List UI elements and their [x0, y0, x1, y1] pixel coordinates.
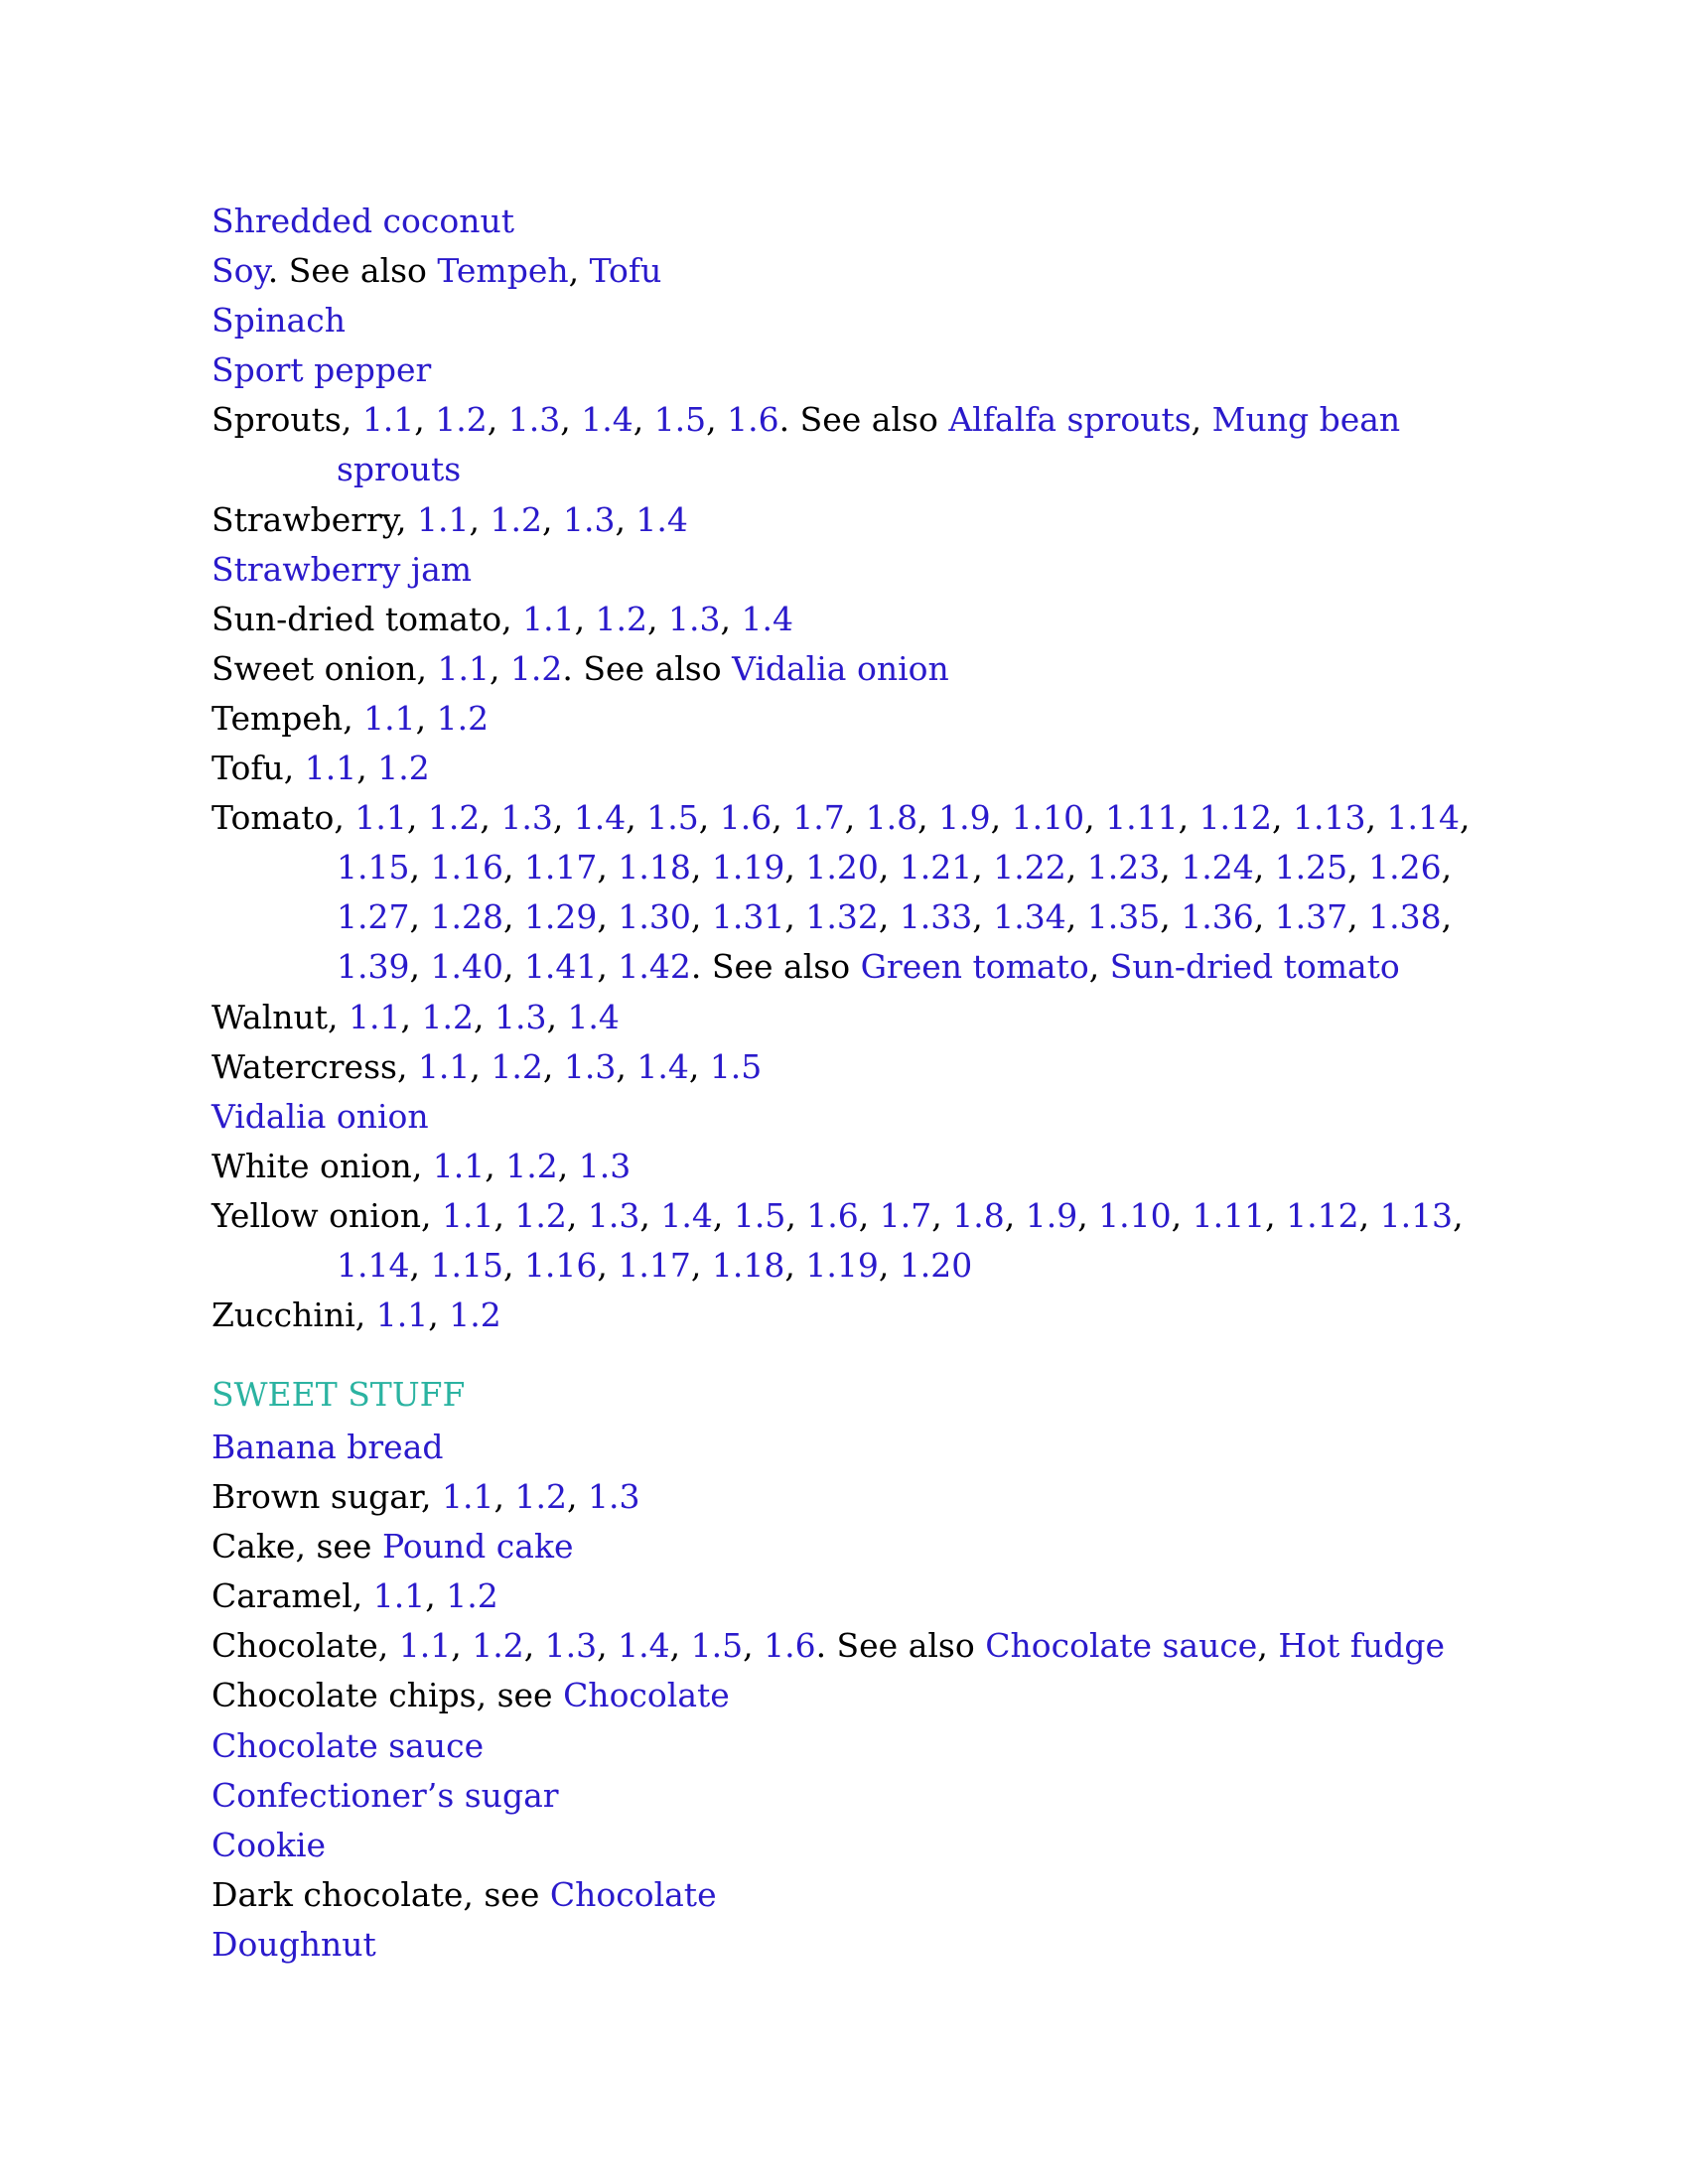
page-ref-link[interactable]: 1.33	[899, 897, 973, 937]
page-ref-link[interactable]: 1.6	[719, 798, 773, 838]
index-entry-white-onion: White onion, 1.1, 1.2, 1.3	[211, 1146, 632, 1185]
page-ref-link[interactable]: 1.32	[805, 897, 879, 937]
page-ref-link[interactable]: 1.1	[398, 1626, 452, 1666]
see-also-link[interactable]: Hot fudge	[1278, 1626, 1445, 1666]
page-ref-link[interactable]: 1.27	[337, 897, 410, 937]
page-ref-link[interactable]: 1.36	[1181, 897, 1254, 937]
page-ref-link[interactable]: 1.12	[1198, 798, 1273, 838]
page-ref-link[interactable]: 1.2	[595, 599, 648, 638]
index-entry-watercress: Watercress, 1.1, 1.2, 1.3, 1.4, 1.5	[211, 1046, 763, 1086]
index-entry-strawberry: Strawberry, 1.1, 1.2, 1.3, 1.4	[211, 499, 688, 539]
page-ref-link[interactable]: 1.39	[337, 947, 410, 987]
page-ref-link[interactable]: 1.3	[562, 499, 616, 539]
see-also-link[interactable]: Chocolate sauce	[985, 1626, 1258, 1666]
page-ref-link[interactable]: 1.17	[523, 848, 598, 887]
see-label: see	[496, 1676, 553, 1715]
page-ref-link[interactable]: 1.17	[618, 1245, 691, 1285]
page-ref-link[interactable]: 1.1	[375, 1296, 429, 1335]
index-entry-vidalia-onion	[211, 1092, 1492, 1142]
index-term: Sweet onion	[211, 648, 417, 688]
page-ref-link[interactable]: 1.1	[441, 1195, 494, 1235]
index-entry-sport-pepper	[211, 345, 1492, 395]
see-also-link[interactable]: Sun-dried tomato	[1109, 947, 1400, 987]
see-label: see	[316, 1527, 372, 1567]
see-also-link[interactable]: Alfalfa sprouts	[948, 400, 1192, 440]
index-term: Tofu	[211, 749, 284, 788]
page-ref-link[interactable]: 1.21	[899, 848, 973, 887]
page-ref-link[interactable]: 1.4	[741, 599, 793, 638]
index-entry-sprouts: Sprouts, 1.1, 1.2, 1.3, 1.4, 1.5, 1.6. See also Alfalfa sprouts, Mung bean sprouts	[211, 400, 1401, 489]
page-ref-link[interactable]: 1.5	[690, 1626, 744, 1666]
page-ref-link[interactable]: 1.15	[337, 848, 410, 887]
index-list-vegetables	[211, 197, 1492, 1340]
index-entry-tempeh: Tempeh, 1.1, 1.2	[211, 698, 490, 738]
page-ref-link[interactable]: 1.2	[505, 1146, 558, 1185]
page-ref-link[interactable]: 1.4	[636, 1046, 689, 1086]
page-ref-link[interactable]: 1.13	[1293, 798, 1366, 838]
see-link[interactable]: Chocolate	[563, 1676, 730, 1715]
see-label: see	[484, 1874, 540, 1914]
page-ref-link[interactable]: 1.13	[1379, 1195, 1454, 1235]
page-ref-link[interactable]: 1.30	[618, 897, 691, 937]
index-term-link[interactable]: Shredded coconut	[211, 202, 515, 240]
index-entry-dark-chocolate: Dark chocolate, see Chocolate	[211, 1874, 717, 1914]
index-entry-sweet-onion: Sweet onion, 1.1, 1.2. See also Vidalia onion	[211, 648, 949, 688]
index-entry-cake: Cake, see Pound cake	[211, 1527, 574, 1567]
page-ref-link[interactable]: 1.3	[563, 1046, 617, 1086]
page-ref-link[interactable]: 1.24	[1181, 848, 1254, 887]
page-ref-link[interactable]: 1.15	[430, 1245, 503, 1285]
index-term: Cake	[211, 1527, 296, 1567]
index-term: Yellow onion	[211, 1195, 421, 1235]
index-entry-banana-bread	[211, 1423, 1492, 1472]
see-also-label: See also	[583, 648, 722, 688]
index-term-link[interactable]: Vidalia onion	[211, 1096, 429, 1136]
page-ref-link[interactable]: 1.9	[938, 798, 991, 838]
page-ref-link[interactable]: 1.23	[1086, 848, 1161, 887]
page-ref-link[interactable]: 1.3	[578, 1146, 632, 1185]
page-ref-link[interactable]: 1.5	[709, 1046, 763, 1086]
page-ref-link[interactable]: 1.2	[449, 1296, 501, 1335]
page-ref-link[interactable]: 1.16	[430, 848, 503, 887]
page-ref-link[interactable]: 1.40	[430, 947, 503, 987]
index-term: Walnut	[211, 997, 329, 1036]
page-ref-link[interactable]: 1.34	[993, 897, 1066, 937]
page-ref-link[interactable]: 1.8	[865, 798, 918, 838]
page-ref-link[interactable]: 1.3	[587, 1195, 640, 1235]
page-ref-link[interactable]: 1.37	[1274, 897, 1348, 937]
index-entry-yellow-onion: Yellow onion, 1.1, 1.2, 1.3, 1.4, 1.5, 1.6, 1.7, 1.8, 1.9, 1.10, 1.11, 1.12, 1.13, 1.14, 1.15, 1.16, 1.17, 1.18, 1.19, 1.20	[211, 1195, 1464, 1285]
page-ref-link[interactable]: 1.3	[507, 400, 561, 440]
index-entry-brown-sugar: Brown sugar, 1.1, 1.2, 1.3	[211, 1477, 640, 1517]
index-term: Sun-dried tomato	[211, 599, 502, 638]
page-ref-link[interactable]: 1.19	[805, 1245, 879, 1285]
index-term: Dark chocolate	[211, 1874, 464, 1914]
index-entry-chocolate-chips: Chocolate chips, see Chocolate	[211, 1676, 730, 1715]
index-term: Strawberry	[211, 499, 397, 539]
page-ref-link[interactable]: 1.18	[618, 848, 691, 887]
index-entry-spinach	[211, 296, 1492, 345]
page-ref-link[interactable]: 1.20	[805, 848, 879, 887]
page-ref-link[interactable]: 1.11	[1105, 798, 1179, 838]
index-entry-strawberry-jam	[211, 545, 1492, 595]
page-ref-link[interactable]: 1.1	[437, 648, 490, 688]
index-term: Tomato	[211, 798, 335, 838]
page-ref-link[interactable]: 1.2	[509, 648, 563, 688]
index-term-link[interactable]: Doughnut	[211, 1924, 376, 1964]
page-ref-link[interactable]: 1.31	[711, 897, 785, 937]
index-term: Brown sugar	[211, 1477, 422, 1517]
page-ref-link[interactable]: 1.1	[349, 997, 401, 1036]
index-entry-walnut: Walnut, 1.1, 1.2, 1.3, 1.4	[211, 997, 620, 1036]
page-ref-link[interactable]: 1.41	[523, 947, 598, 987]
see-also-label: See also	[836, 1626, 975, 1666]
page-ref-link[interactable]: 1.10	[1098, 1195, 1172, 1235]
index-term: White onion	[211, 1146, 412, 1185]
index-entry-soy: Soy. See also Tempeh, Tofu	[211, 251, 662, 291]
page-ref-link[interactable]: 1.6	[806, 1195, 859, 1235]
index-term-link[interactable]: Banana bread	[211, 1428, 444, 1466]
page-ref-link[interactable]: 1.6	[764, 1626, 816, 1666]
index-term-link[interactable]: Soy	[211, 251, 268, 291]
index-term: Chocolate chips	[211, 1676, 477, 1715]
page-ref-link[interactable]: 1.2	[435, 400, 488, 440]
page-ref-link[interactable]: 1.9	[1025, 1195, 1078, 1235]
page-ref-link[interactable]: 1.14	[1386, 798, 1460, 838]
index-term-link[interactable]: Spinach	[211, 301, 346, 341]
index-term: Tempeh	[211, 698, 344, 738]
page-ref-link[interactable]: 1.12	[1286, 1195, 1359, 1235]
page-ref-link[interactable]: 1.2	[472, 1626, 524, 1666]
page-ref-link[interactable]: 1.2	[427, 798, 481, 838]
page-ref-link[interactable]: 1.2	[491, 1046, 543, 1086]
index-term: Sprouts	[211, 400, 342, 440]
index-entry-chocolate-sauce	[211, 1721, 1492, 1771]
page-ref-link[interactable]: 1.4	[567, 997, 620, 1036]
page-ref-link[interactable]: 1.4	[618, 1626, 670, 1666]
index-term-link[interactable]: Cookie	[211, 1825, 327, 1864]
index-entry-tofu: Tofu, 1.1, 1.2	[211, 749, 430, 788]
page-ref-link[interactable]: 1.11	[1192, 1195, 1266, 1235]
index-term: Watercress	[211, 1046, 397, 1086]
page-ref-link[interactable]: 1.3	[587, 1477, 640, 1517]
page-ref-link[interactable]: 1.2	[446, 1576, 498, 1616]
index-term-link[interactable]: Confectioner’s sugar	[211, 1775, 559, 1815]
index-entry-caramel: Caramel, 1.1, 1.2	[211, 1576, 498, 1616]
page-ref-link[interactable]: 1.1	[417, 1046, 471, 1086]
see-also-label: See also	[711, 947, 851, 987]
page-ref-link[interactable]: 1.10	[1011, 798, 1085, 838]
page-ref-link[interactable]: 1.7	[792, 798, 845, 838]
page-ref-link[interactable]: 1.4	[635, 499, 688, 539]
page-ref-link[interactable]: 1.6	[727, 400, 779, 440]
see-also-link[interactable]: Tempeh	[437, 251, 569, 291]
see-also-link[interactable]: Tofu	[589, 251, 662, 291]
see-also-link[interactable]: Vidalia onion	[732, 648, 949, 688]
see-also-label: See also	[799, 400, 938, 440]
index-term-link[interactable]: Chocolate sauce	[211, 1725, 485, 1765]
page-ref-link[interactable]: 1.2	[490, 499, 542, 539]
page-ref-link[interactable]: 1.20	[899, 1245, 973, 1285]
page-ref-link[interactable]: 1.7	[879, 1195, 932, 1235]
page-ref-link[interactable]: 1.3	[500, 798, 553, 838]
page-ref-link[interactable]: 1.3	[493, 997, 547, 1036]
page-ref-link[interactable]: 1.35	[1086, 897, 1161, 937]
page-ref-link[interactable]: 1.2	[514, 1477, 567, 1517]
page-ref-link[interactable]: 1.1	[361, 400, 415, 440]
index-term: Chocolate	[211, 1626, 378, 1666]
page-ref-link[interactable]: 1.1	[417, 499, 470, 539]
page-ref-link[interactable]: 1.38	[1368, 897, 1442, 937]
page-ref-link[interactable]: 1.28	[430, 897, 503, 937]
page-ref-link[interactable]: 1.3	[668, 599, 721, 638]
index-term: Caramel	[211, 1576, 352, 1616]
index-list-sweet-stuff	[211, 1423, 1492, 1970]
page-ref-link[interactable]: 1.5	[646, 798, 699, 838]
index-term-link[interactable]: Sport pepper	[211, 350, 432, 390]
see-also-label: See also	[288, 251, 427, 291]
page-ref-link[interactable]: 1.1	[304, 749, 357, 788]
see-also-link[interactable]: Mung bean sprouts	[337, 400, 1401, 489]
index-entry-zucchini: Zucchini, 1.1, 1.2	[211, 1296, 501, 1335]
page-ref-link[interactable]: 1.29	[523, 897, 598, 937]
see-link[interactable]: Chocolate	[549, 1874, 717, 1914]
page-ref-link[interactable]: 1.1	[372, 1576, 426, 1616]
index-entry-cookie	[211, 1821, 1492, 1870]
see-link[interactable]: Pound cake	[381, 1527, 574, 1567]
page-ref-link[interactable]: 1.18	[711, 1245, 785, 1285]
page-ref-link[interactable]: 1.19	[711, 848, 785, 887]
page-ref-link[interactable]: 1.1	[522, 599, 575, 638]
page-ref-link[interactable]: 1.22	[993, 848, 1066, 887]
page-ref-link[interactable]: 1.1	[354, 798, 407, 838]
index-entry-confectioner-s-sugar	[211, 1771, 1492, 1821]
index-term-link[interactable]: Strawberry jam	[211, 549, 473, 589]
page-ref-link[interactable]: 1.2	[377, 749, 430, 788]
page-ref-link[interactable]: 1.14	[337, 1245, 410, 1285]
page-ref-link[interactable]: 1.3	[544, 1626, 598, 1666]
section-heading: SWEET STUFF	[211, 1375, 466, 1414]
index-entry-sun-dried-tomato: Sun-dried tomato, 1.1, 1.2, 1.3, 1.4	[211, 599, 793, 638]
page-ref-link[interactable]: 1.8	[952, 1195, 1005, 1235]
index-term: Zucchini	[211, 1296, 355, 1335]
page-ref-link[interactable]: 1.4	[581, 400, 633, 440]
page-ref-link[interactable]: 1.25	[1274, 848, 1348, 887]
page-ref-link[interactable]: 1.1	[442, 1477, 494, 1517]
page-ref-link[interactable]: 1.4	[660, 1195, 713, 1235]
page-ref-link[interactable]: 1.2	[421, 997, 474, 1036]
see-also-link[interactable]: Green tomato	[860, 947, 1089, 987]
index-entry-chocolate: Chocolate, 1.1, 1.2, 1.3, 1.4, 1.5, 1.6. See also Chocolate sauce, Hot fudge	[211, 1626, 1445, 1666]
page-ref-link[interactable]: 1.1	[363, 698, 416, 738]
page-ref-link[interactable]: 1.16	[523, 1245, 598, 1285]
page-ref-link[interactable]: 1.42	[618, 947, 691, 987]
index-entry-tomato: Tomato, 1.1, 1.2, 1.3, 1.4, 1.5, 1.6, 1.7, 1.8, 1.9, 1.10, 1.11, 1.12, 1.13, 1.14, 1.15, 1.16, 1.17, 1.18, 1.19, 1.20, 1.21, 1.22, 1.23, 1.24, 1.25, 1.26, 1.27, 1.28, 1.29, 1.30, 1.31, 1.32, 1.33, 1.34, 1.35, 1.36, 1.37, 1.38, 1.39, 1.40, 1.41, 1.42. See also Green tomato, Sun-dried tomato	[211, 798, 1471, 987]
page-ref-link[interactable]: 1.5	[733, 1195, 786, 1235]
page-ref-link[interactable]: 1.1	[432, 1146, 486, 1185]
page-ref-link[interactable]: 1.26	[1368, 848, 1442, 887]
page-ref-link[interactable]: 1.5	[653, 400, 707, 440]
index-entry-shredded-coconut	[211, 197, 1492, 246]
page-ref-link[interactable]: 1.4	[573, 798, 627, 838]
index-entry-doughnut	[211, 1920, 1492, 1970]
page-ref-link[interactable]: 1.2	[436, 698, 490, 738]
page-ref-link[interactable]: 1.2	[514, 1195, 567, 1235]
